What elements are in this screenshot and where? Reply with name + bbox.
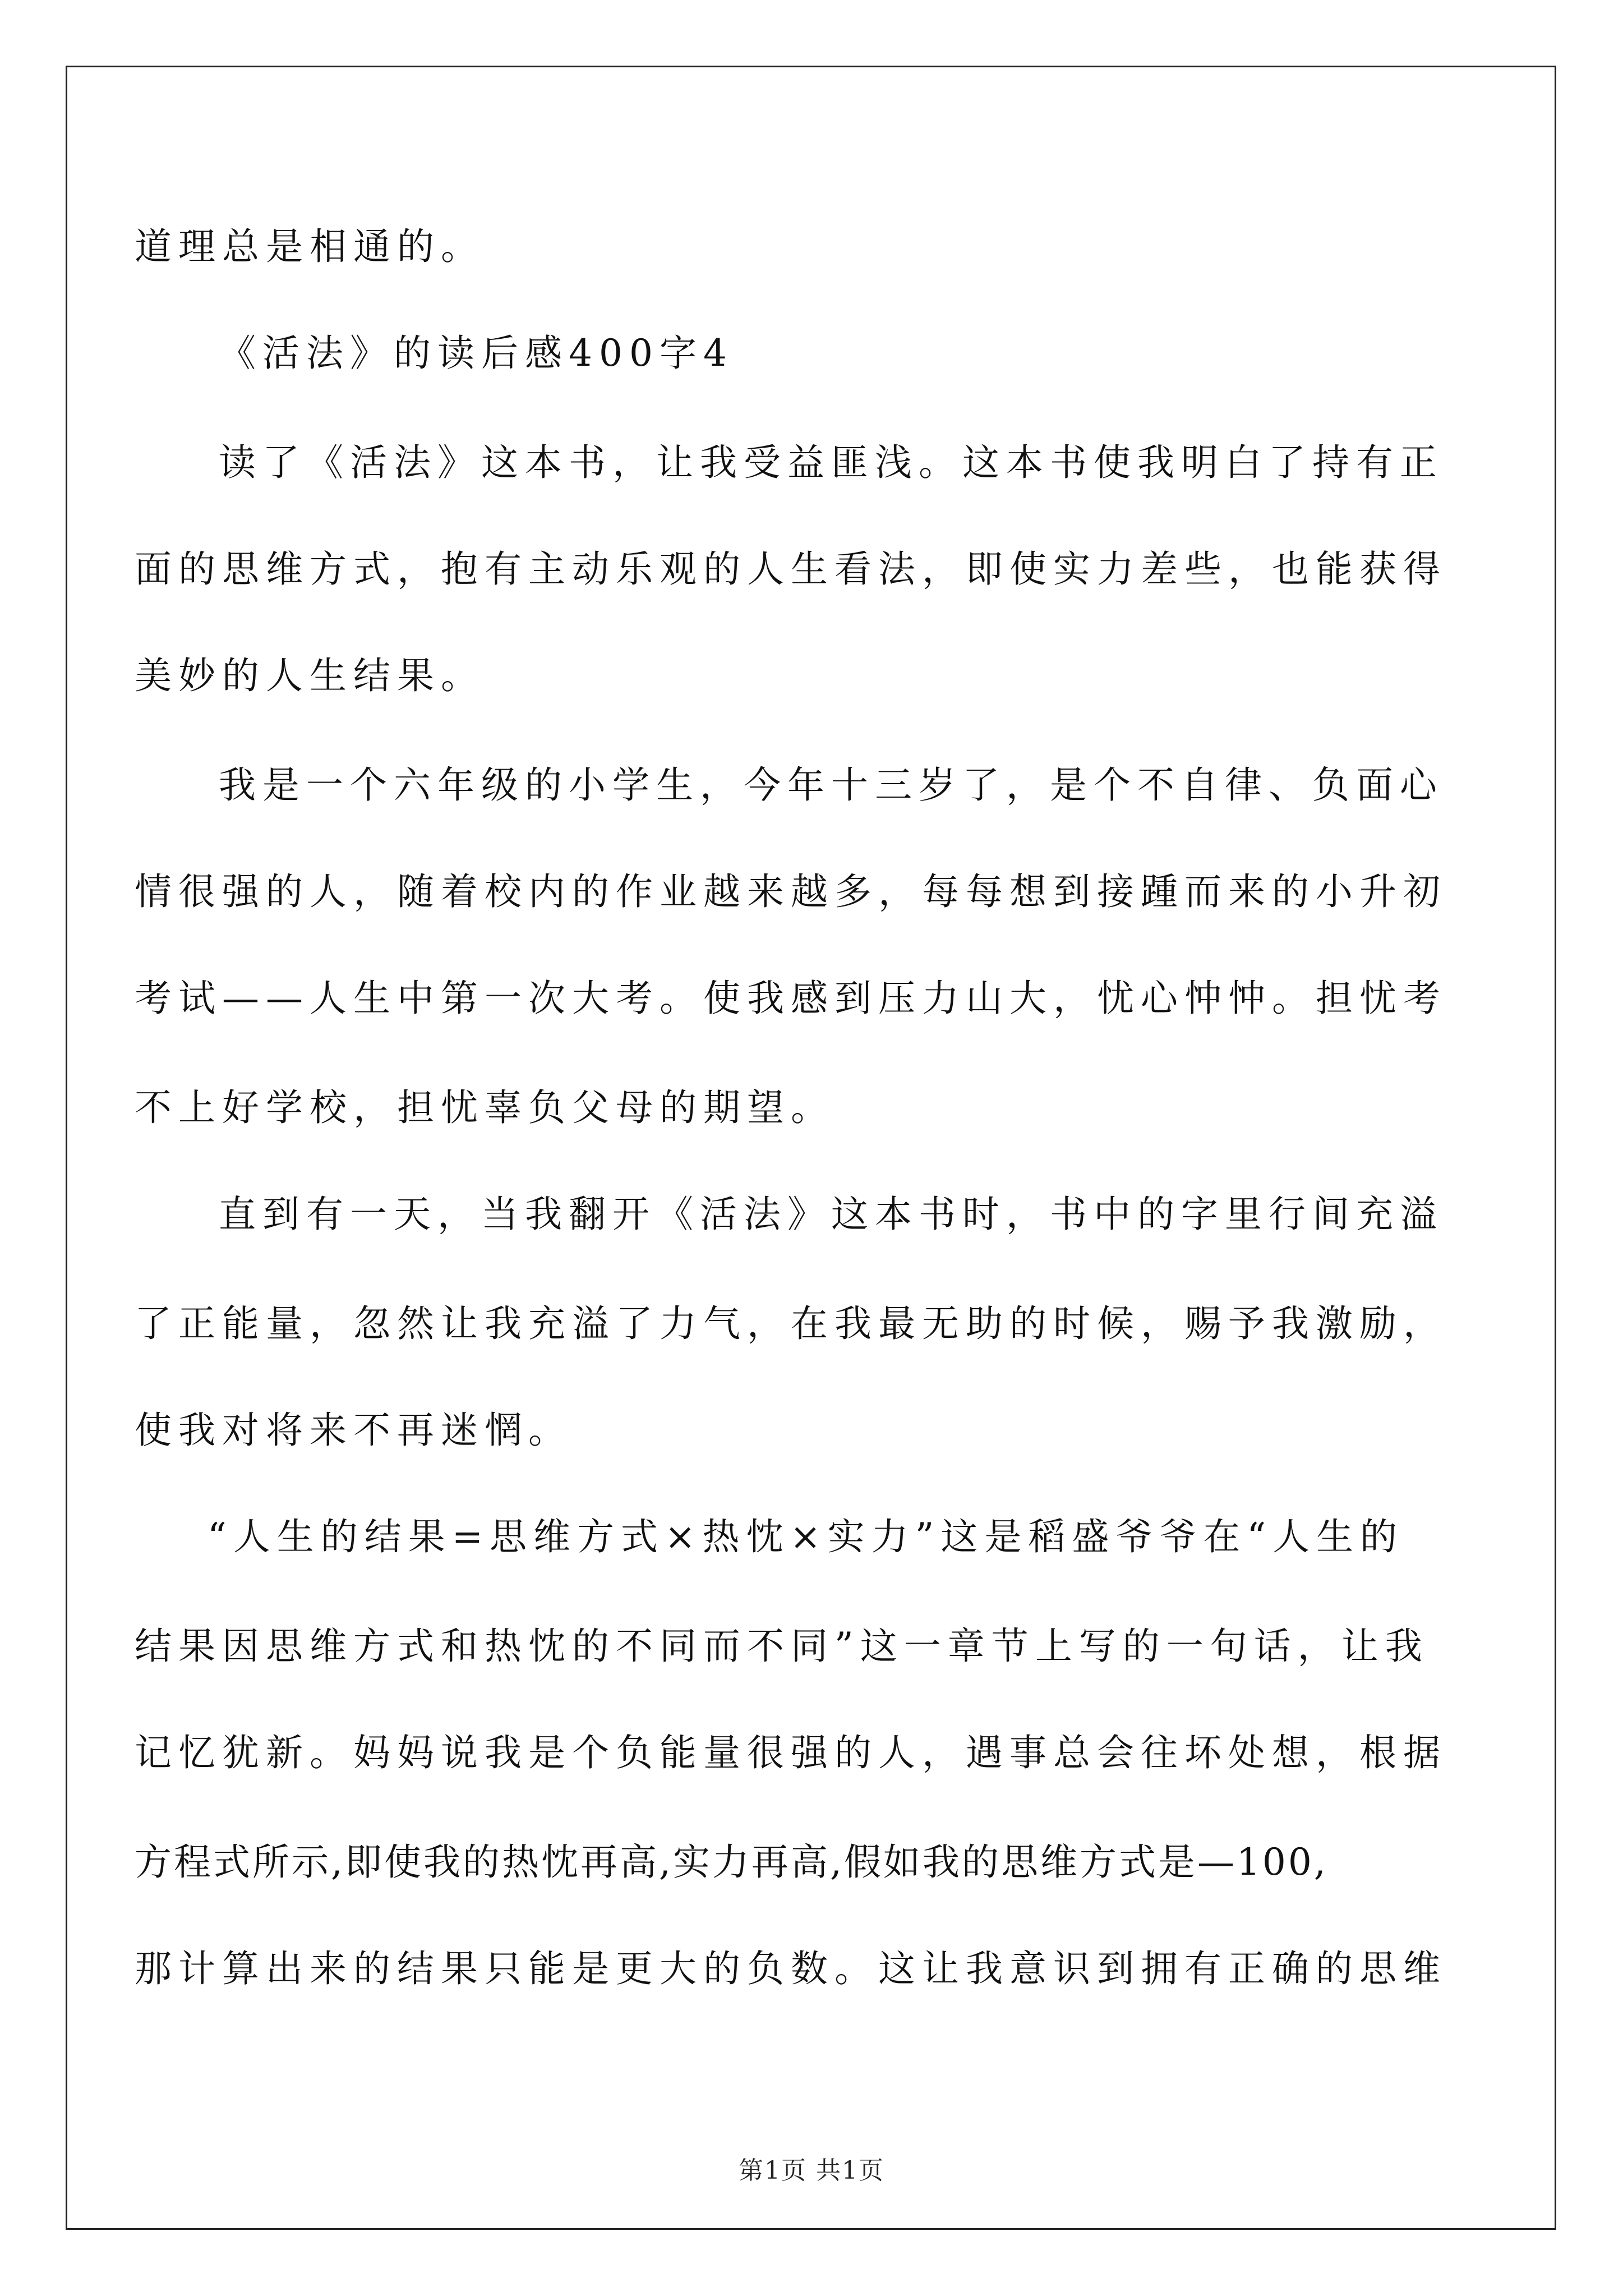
- text-line: 了正能量，忽然让我充溢了力气，在我最无助的时候，赐予我激励，: [135, 1302, 1447, 1345]
- text-line: 考试——人生中第一次大考。使我感到压力山大，忧心忡忡。担忧考: [135, 977, 1447, 1020]
- text-line: 不上好学校，担忧辜负父母的期望。: [135, 1086, 834, 1129]
- text-line: 面的思维方式，抱有主动乐观的人生看法，即使实力差些，也能获得: [135, 547, 1447, 591]
- text-line: “人生的结果=思维方式×热忱×实力”这是稻盛爷爷在“人生的: [208, 1515, 1404, 1558]
- page-footer: 第1页 共1页: [739, 2156, 884, 2185]
- text-line: 我是一个六年级的小学生，今年十三岁了，是个不自律、负面心: [219, 763, 1444, 807]
- text-line: 读了《活法》这本书，让我受益匪浅。这本书使我明白了持有正: [219, 441, 1444, 484]
- section-heading: 《活法》的读后感400字4: [219, 332, 734, 375]
- page-border: [66, 66, 1556, 2230]
- text-line: 道理总是相通的。: [135, 225, 485, 268]
- text-line: 结果因思维方式和热忱的不同而不同”这一章节上写的一句话，让我: [135, 1625, 1429, 1668]
- text-line: 使我对将来不再迷惘。: [135, 1409, 572, 1452]
- text-line: 记忆犹新。妈妈说我是个负能量很强的人，遇事总会往坏处想，根据: [135, 1731, 1447, 1774]
- text-line: 美妙的人生结果。: [135, 654, 485, 697]
- text-line: 直到有一天，当我翻开《活法》这本书时，书中的字里行间充溢: [219, 1193, 1444, 1236]
- text-line: 那计算出来的结果只能是更大的负数。这让我意识到拥有正确的思维: [135, 1947, 1447, 1990]
- text-line: 情很强的人，随着校内的作业越来越多，每每想到接踵而来的小升初: [135, 870, 1447, 913]
- text-line: 方程式所示,即使我的热忱再高,实力再高,假如我的思维方式是—100,: [135, 1841, 1328, 1884]
